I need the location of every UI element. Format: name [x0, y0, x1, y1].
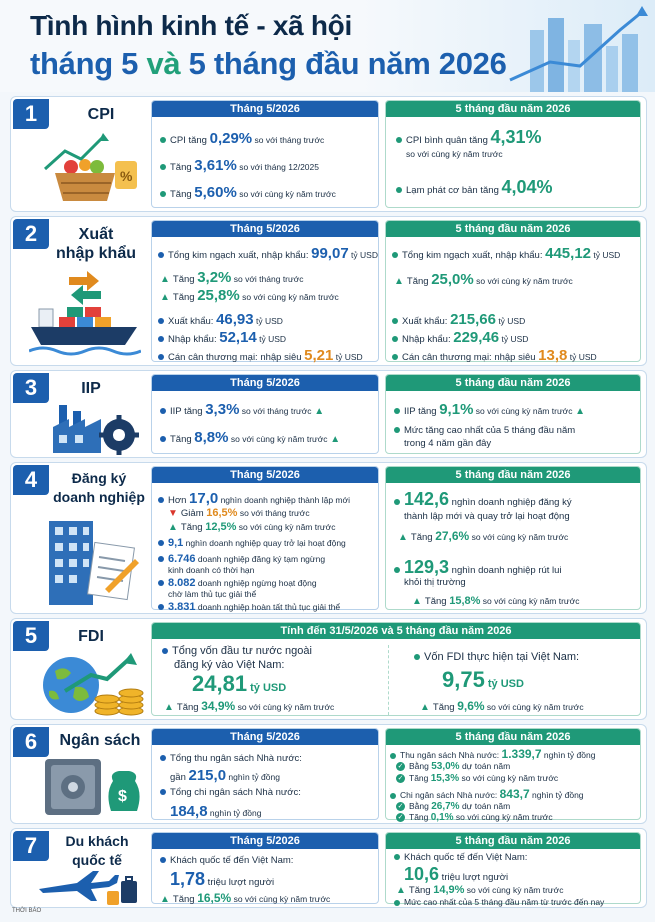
column-header: 5 tháng đầu năm 2026 — [386, 375, 640, 391]
section-trade — [10, 216, 647, 366]
tourism-month-column — [151, 832, 379, 904]
page-subtitle: tháng 5 và 5 tháng đầu năm 2026 — [30, 46, 507, 81]
section-title: IIP — [81, 380, 101, 397]
total-registered: 142,6 nghìn doanh nghiệp đăng ký — [394, 489, 572, 510]
iip-5m-yoy: IIP tăng 9,1% so với cùng kỳ năm trước ▲ — [394, 401, 588, 418]
withdrawn-businesses-line2: khỏi thị trường — [404, 577, 466, 588]
trade-month-balance: Cán cân thương mại: nhập siêu 5,21 tỷ USD — [158, 347, 363, 364]
trade-month-import: Nhập khẩu: 52,14 tỷ USD — [158, 329, 286, 346]
new-businesses-yoy: ▲ Tăng 12,5% so với cùng kỳ năm trước — [168, 521, 336, 533]
tourism-5m-value: 10,6 triệu lượt người — [404, 864, 509, 884]
budget-5m-spending-yoy: ✓ Tăng 0,1% so với cùng kỳ năm trước — [397, 812, 553, 823]
trade-5m-total: Tổng kim ngạch xuất, nhập khẩu: 445,12 tỷ USD — [392, 245, 620, 262]
budget-5m-revenue-estimate: ✓ Bằng 53,0% dự toán năm — [397, 761, 511, 772]
fdi-disbursed-yoy: ▲ Tăng 9,6% so với cùng kỳ năm trước — [420, 699, 584, 713]
section-number: 7 — [13, 831, 49, 861]
safe-moneybag-icon — [39, 753, 143, 821]
section-number: 6 — [13, 727, 49, 757]
section-title: CPI — [87, 106, 115, 123]
trade-month-mom: ▲ Tăng 3,2% so với tháng trước — [160, 269, 304, 286]
cpi-avg: CPI bình quân tăng 4,31% — [396, 127, 542, 148]
section-number: 3 — [13, 373, 49, 403]
iip-5months-column — [385, 374, 641, 454]
budget-5m-spending-estimate: ✓ Bằng 26,7% dự toán năm — [397, 801, 511, 812]
trade-5months-column — [385, 220, 641, 362]
section-title: Du khách quốc tế — [65, 833, 129, 868]
tourism-5months-column — [385, 832, 641, 907]
section-number: 5 — [13, 621, 49, 651]
shopping-basket-icon — [41, 133, 141, 207]
budget-5m-revenue: Thu ngân sách Nhà nước: 1.339,7 nghìn tỷ đồng — [390, 747, 595, 761]
tourism-month-value: 1,78 triệu lượt người — [170, 869, 275, 889]
new-businesses: Hơn 17,0 nghìn doanh nghiệp thành lập mới — [158, 490, 350, 507]
fdi-disbursed-label: Vốn FDI thực hiện tại Việt Nam: — [414, 651, 579, 663]
section-cpi — [10, 96, 647, 212]
section-budget — [10, 724, 647, 824]
trade-5m-yoy: ▲ Tăng 25,0% so với cùng kỳ năm trước — [394, 271, 573, 288]
iip-5m-note-line2: trong 4 năm gần đây — [404, 438, 492, 449]
skyline-illustration — [470, 0, 655, 92]
budget-revenue-value: gần 215,0 nghìn tỷ đồng — [170, 767, 280, 784]
trade-5m-balance: Cán cân thương mại: nhập siêu 13,8 tỷ USD — [392, 347, 597, 364]
svg-text:$: $ — [118, 788, 127, 805]
section-iip — [10, 370, 647, 458]
trade-5m-export: Xuất khẩu: 215,66 tỷ USD — [392, 311, 525, 328]
trade-5m-import: Nhập khẩu: 229,46 tỷ USD — [392, 329, 528, 346]
iip-5m-note: Mức tăng cao nhất của 5 tháng đầu năm — [394, 425, 575, 436]
column-header: Tính đến 31/5/2026 và 5 tháng đầu năm 2026 — [152, 623, 640, 639]
core-inflation: Lạm phát cơ bản tăng 4,04% — [396, 177, 553, 198]
fdi-disbursed-value: 9,75 tỷ USD — [442, 667, 524, 692]
business-month-column — [151, 466, 379, 613]
globe-coins-icon — [35, 651, 145, 717]
suspended-businesses-line2: kinh doanh có thời hạn — [168, 565, 255, 575]
budget-spending-label: Tổng chi ngân sách Nhà nước: — [160, 787, 301, 798]
column-header: 5 tháng đầu năm 2026 — [386, 467, 640, 483]
tourism-5m-note: Mức cao nhất của 5 tháng đầu năm từ trước đến nay — [394, 897, 604, 907]
halted-businesses-line2: chờ làm thủ tục giải thể — [168, 589, 257, 599]
section-number: 2 — [13, 219, 49, 249]
trade-month-export: Xuất khẩu: 46,93 tỷ USD — [158, 311, 283, 328]
budget-5m-revenue-yoy: ✓ Tăng 15,3% so với cùng kỳ năm trước — [397, 773, 559, 784]
column-header: 5 tháng đầu năm 2026 — [386, 729, 640, 745]
trade-month-column — [151, 220, 379, 362]
withdrawn-businesses: 129,3 nghìn doanh nghiệp rút lui — [394, 557, 562, 578]
tourism-month-label: Khách quốc tế đến Việt Nam: — [160, 855, 293, 866]
svg-text:%: % — [120, 168, 133, 184]
total-registered-line2: thành lập mới và quay trở lại hoạt động — [404, 511, 570, 522]
budget-5months-column — [385, 728, 641, 823]
cpi-avg-note: so với cùng kỳ năm trước — [406, 149, 503, 159]
section-number: 1 — [13, 99, 49, 129]
column-header: Tháng 5/2026 — [152, 221, 378, 237]
halted-businesses: 8.082 doanh nghiệp ngừng hoạt động — [158, 577, 317, 589]
tourism-5m-yoy: ▲ Tăng 14,9% so với cùng kỳ năm trước — [396, 884, 564, 896]
column-header: 5 tháng đầu năm 2026 — [386, 101, 640, 117]
returning-businesses: 9,1 nghìn doanh nghiệp quay trở lại hoạt động — [158, 537, 346, 549]
withdrawn-businesses-yoy: ▲ Tăng 15,8% so với cùng kỳ năm trước — [412, 595, 580, 607]
section-title: FDI — [78, 628, 104, 645]
cpi-5months-column — [385, 100, 641, 208]
column-header: 5 tháng đầu năm 2026 — [386, 221, 640, 237]
new-businesses-mom: ▼ Giảm 16,5% so với tháng trước — [168, 507, 310, 519]
tourism-month-yoy: ▲ Tăng 16,5% so với cùng kỳ năm trước — [160, 891, 331, 905]
trade-month-yoy: ▲ Tăng 25,8% so với cùng kỳ năm trước — [160, 287, 339, 304]
page-title: Tình hình kinh tế - xã hội — [30, 10, 352, 41]
column-header: Tháng 5/2026 — [152, 467, 378, 483]
total-registered-yoy: ▲ Tăng 27,6% so với cùng kỳ năm trước — [398, 529, 569, 543]
office-building-icon — [45, 515, 141, 607]
footer-logo: THỜI BÁO — [12, 908, 42, 914]
iip-month-column — [151, 374, 379, 454]
factory-gear-icon — [53, 401, 143, 455]
fdi-registered-label: Tổng vốn đầu tư nước ngoài — [162, 645, 312, 657]
iip-month-yoy: Tăng 8,8% so với cùng kỳ năm trước ▲ — [160, 429, 343, 446]
column-header: Tháng 5/2026 — [152, 729, 378, 745]
budget-spending-value: 184,8 nghìn tỷ đồng — [170, 803, 262, 820]
trade-month-total: Tổng kim ngạch xuất, nhập khẩu: 99,07 tỷ USD — [158, 245, 378, 262]
fdi-registered-value: 24,81 tỷ USD — [192, 671, 287, 696]
column-header: Tháng 5/2026 — [152, 833, 378, 849]
column-header: Tháng 5/2026 — [152, 101, 378, 117]
airplane-luggage-icon — [37, 869, 145, 907]
suspended-businesses: 6.746 doanh nghiệp đăng ký tạm ngừng — [158, 553, 325, 565]
fdi-column — [151, 622, 641, 716]
section-tourism — [10, 828, 647, 908]
iip-month-mom: IIP tăng 3,3% so với tháng trước ▲ — [160, 401, 327, 418]
section-title: Ngân sách — [59, 732, 141, 749]
cpi-month-column — [151, 100, 379, 208]
budget-month-column — [151, 728, 379, 820]
column-header: Tháng 5/2026 — [152, 375, 378, 391]
section-title: Xuất nhập khẩu — [55, 226, 136, 262]
fdi-registered-yoy: ▲ Tăng 34,9% so với cùng kỳ năm trước — [164, 699, 335, 713]
header — [0, 0, 655, 92]
budget-5m-spending: Chi ngân sách Nhà nước: 843,7 nghìn tỷ đồng — [390, 787, 584, 801]
cargo-ship-icon — [29, 269, 141, 359]
column-header: 5 tháng đầu năm 2026 — [386, 833, 640, 849]
cpi-month-vs-dec: Tăng 3,61% so với tháng 12/2025 — [160, 157, 319, 174]
fdi-registered-label-line2: đăng ký vào Việt Nam: — [174, 659, 285, 671]
section-title: Đăng ký doanh nghiệp — [53, 470, 145, 505]
cpi-month-yoy: Tăng 5,60% so với cùng kỳ năm trước — [160, 184, 336, 201]
section-fdi — [10, 618, 647, 720]
business-5months-column — [385, 466, 641, 610]
dissolved-businesses: 3.831 doanh nghiệp hoàn tất thủ tục giải thể — [158, 601, 340, 613]
cpi-month-mom: CPI tăng 0,29% so với tháng trước — [160, 130, 324, 147]
section-business-registration — [10, 462, 647, 614]
budget-revenue-label: Tổng thu ngân sách Nhà nước: — [160, 753, 302, 764]
tourism-5m-label: Khách quốc tế đến Việt Nam: — [394, 852, 527, 863]
section-number: 4 — [13, 465, 49, 495]
